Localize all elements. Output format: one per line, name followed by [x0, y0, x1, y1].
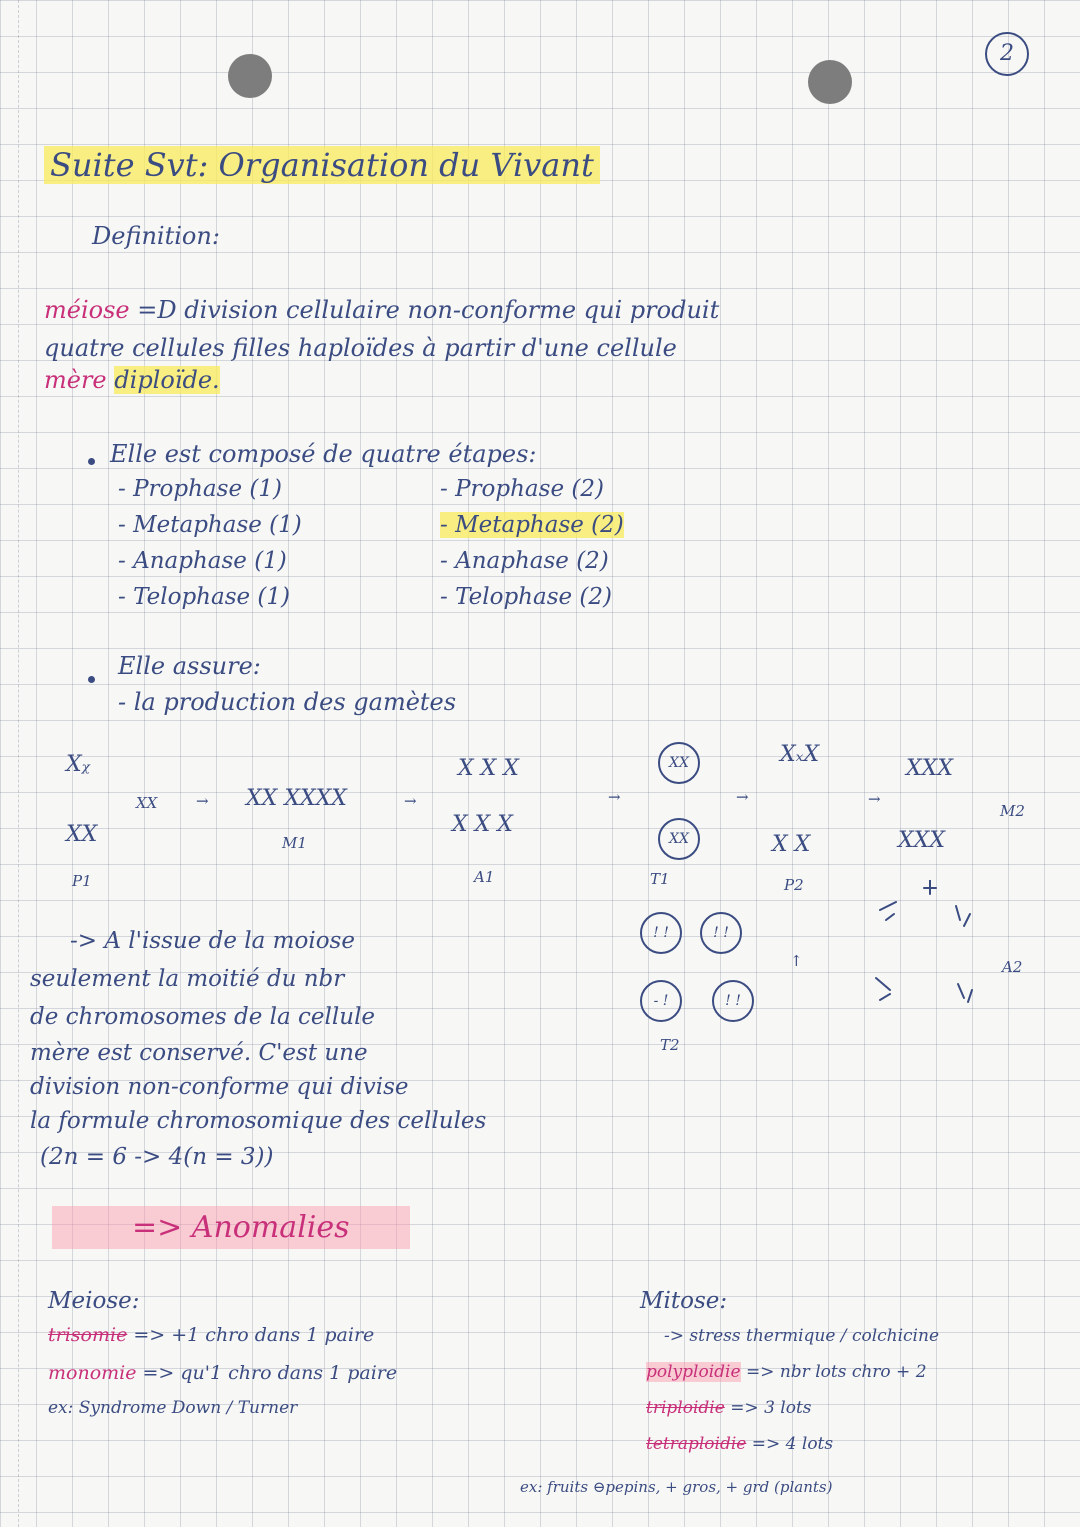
conclusion-line-2: seulement la moitié du nbr: [30, 966, 345, 992]
diagram-t2-cell-4: ! !: [712, 980, 754, 1022]
diagram-arrow-3: →: [608, 788, 621, 806]
diagram-arrow-2: →: [404, 792, 417, 810]
diagram-a1-bottom: X X X: [452, 812, 513, 837]
assure-item: - la production des gamètes: [118, 688, 457, 716]
diagram-p1-bottom: XX: [66, 822, 98, 847]
diagram-t1-cell-bottom: XX: [658, 818, 700, 860]
stage-col1-1: - Prophase (1): [118, 476, 282, 502]
diagram-m1-label: M1: [282, 834, 307, 852]
diagram-t2-cell-2: ! !: [700, 912, 742, 954]
mitose-cause: -> stress thermique / colchicine: [664, 1326, 940, 1346]
polyploidie-term: polyploidie: [646, 1362, 741, 1382]
triploidie-term: triploidie: [646, 1398, 725, 1418]
diagram-m2-label: M2: [1000, 802, 1025, 820]
mitose-triploidie: [646, 1398, 812, 1418]
diagram-a2-arrow: ↑: [790, 952, 803, 970]
conclusion-line-4: mère est conservé. C'est une: [30, 1040, 368, 1066]
page-title: Suite Svt: Organisation du Vivant: [44, 146, 600, 184]
diagram-t1-label: T1: [650, 870, 670, 888]
diagram-m1-row: XX XXXX: [246, 786, 347, 811]
diagram-p2-label: P2: [784, 876, 804, 894]
polyploidie-def: => nbr lots chro + 2: [745, 1362, 927, 1382]
stage-col1-4: - Telophase (1): [118, 584, 291, 610]
stage-col2-2-text: - Metaphase (2): [440, 512, 624, 538]
diagram-arrow-5: →: [868, 790, 881, 808]
definition-line-1: [44, 296, 719, 324]
conclusion-line-6: la formule chromosomique des cellules: [30, 1108, 487, 1134]
conclusion-line-7: (2n = 6 -> 4(n = 3)): [40, 1144, 274, 1170]
definition-mere: mère: [44, 366, 107, 394]
page-margin: [18, 0, 19, 1527]
stage-col1-3: - Anaphase (1): [118, 548, 287, 574]
stage-col2-4: - Telophase (2): [440, 584, 613, 610]
diagram-arrow-4: →: [736, 788, 749, 806]
definition-text-1: division cellulaire non-conforme qui produit: [184, 296, 720, 324]
conclusion-line-3: de chromosomes de la cellule: [30, 1004, 376, 1030]
conclusion-line-1: -> A l'issue de la moiose: [70, 928, 355, 954]
definition-heading: Definition:: [92, 222, 220, 250]
diagram-p1-small: XX: [136, 794, 158, 812]
stage-col1-2: - Metaphase (1): [118, 512, 302, 538]
diagram-t1-cell-top: XX: [658, 742, 700, 784]
diagram-t2-cell-1: ! !: [640, 912, 682, 954]
bullet-assure: [88, 676, 95, 683]
definition-line-3: [44, 366, 220, 394]
monomie-term: monomie: [48, 1362, 137, 1384]
diagram-t2-cell-3: - !: [640, 980, 682, 1022]
diagram-p2-top: XₓX: [780, 742, 820, 767]
diagram-a2-chromatids: [860, 880, 1000, 1030]
meiose-heading: Meiose:: [48, 1288, 140, 1314]
definition-line-2: quatre cellules filles haploïdes à partir d'une cellule: [44, 334, 677, 362]
definition-diploide: diploïde.: [114, 366, 220, 394]
monomie-def: => qu'1 chro dans 1 paire: [142, 1362, 398, 1384]
definition-term: méiose: [44, 296, 130, 324]
diagram-m2-top: XXX: [906, 756, 953, 781]
diagram-p1-top: Xᵪ: [66, 752, 91, 777]
definition-arrow: =D: [137, 296, 177, 324]
mitose-example: ex: fruits ⊖pepins, + gros, + grd (plants): [520, 1478, 833, 1496]
diagram-a1-top: X X X: [458, 756, 519, 781]
stage-col2-2: [440, 512, 624, 538]
meiose-monomie: [48, 1362, 397, 1384]
mitose-heading: Mitose:: [640, 1288, 728, 1314]
assure-intro: Elle assure:: [118, 652, 261, 680]
stage-col2-3: - Anaphase (2): [440, 548, 609, 574]
stage-col2-1: - Prophase (2): [440, 476, 604, 502]
anomalies-heading: => Anomalies: [52, 1206, 410, 1249]
diagram-a1-label: A1: [474, 868, 495, 886]
meiose-example: ex: Syndrome Down / Turner: [48, 1398, 298, 1418]
conclusion-line-5: division non-conforme qui divise: [30, 1074, 409, 1100]
diagram-p1-label: P1: [72, 872, 92, 890]
trisomie-term: trisomie: [48, 1324, 128, 1346]
meiose-trisomie: [48, 1324, 374, 1346]
mitose-tetraploidie: [646, 1434, 833, 1454]
diagram-p2-bottom: X X: [772, 832, 811, 857]
diagram-arrow-1: →: [196, 792, 209, 810]
tetraploidie-term: tetraploidie: [646, 1434, 747, 1454]
page-number: 2: [985, 32, 1029, 76]
binder-hole-right: [808, 60, 852, 104]
bullet-stages: [88, 458, 95, 465]
triploidie-def: => 3 lots: [730, 1398, 812, 1418]
mitose-polyploidie: [646, 1362, 927, 1382]
stages-intro: Elle est composé de quatre étapes:: [110, 440, 537, 468]
tetraploidie-def: => 4 lots: [751, 1434, 834, 1454]
trisomie-def: => +1 chro dans 1 paire: [133, 1324, 375, 1346]
diagram-t2-label: T2: [660, 1036, 680, 1054]
diagram-a2-label: A2: [1002, 958, 1023, 976]
binder-hole-left: [228, 54, 272, 98]
diagram-m2-bottom: XXX: [898, 828, 945, 853]
